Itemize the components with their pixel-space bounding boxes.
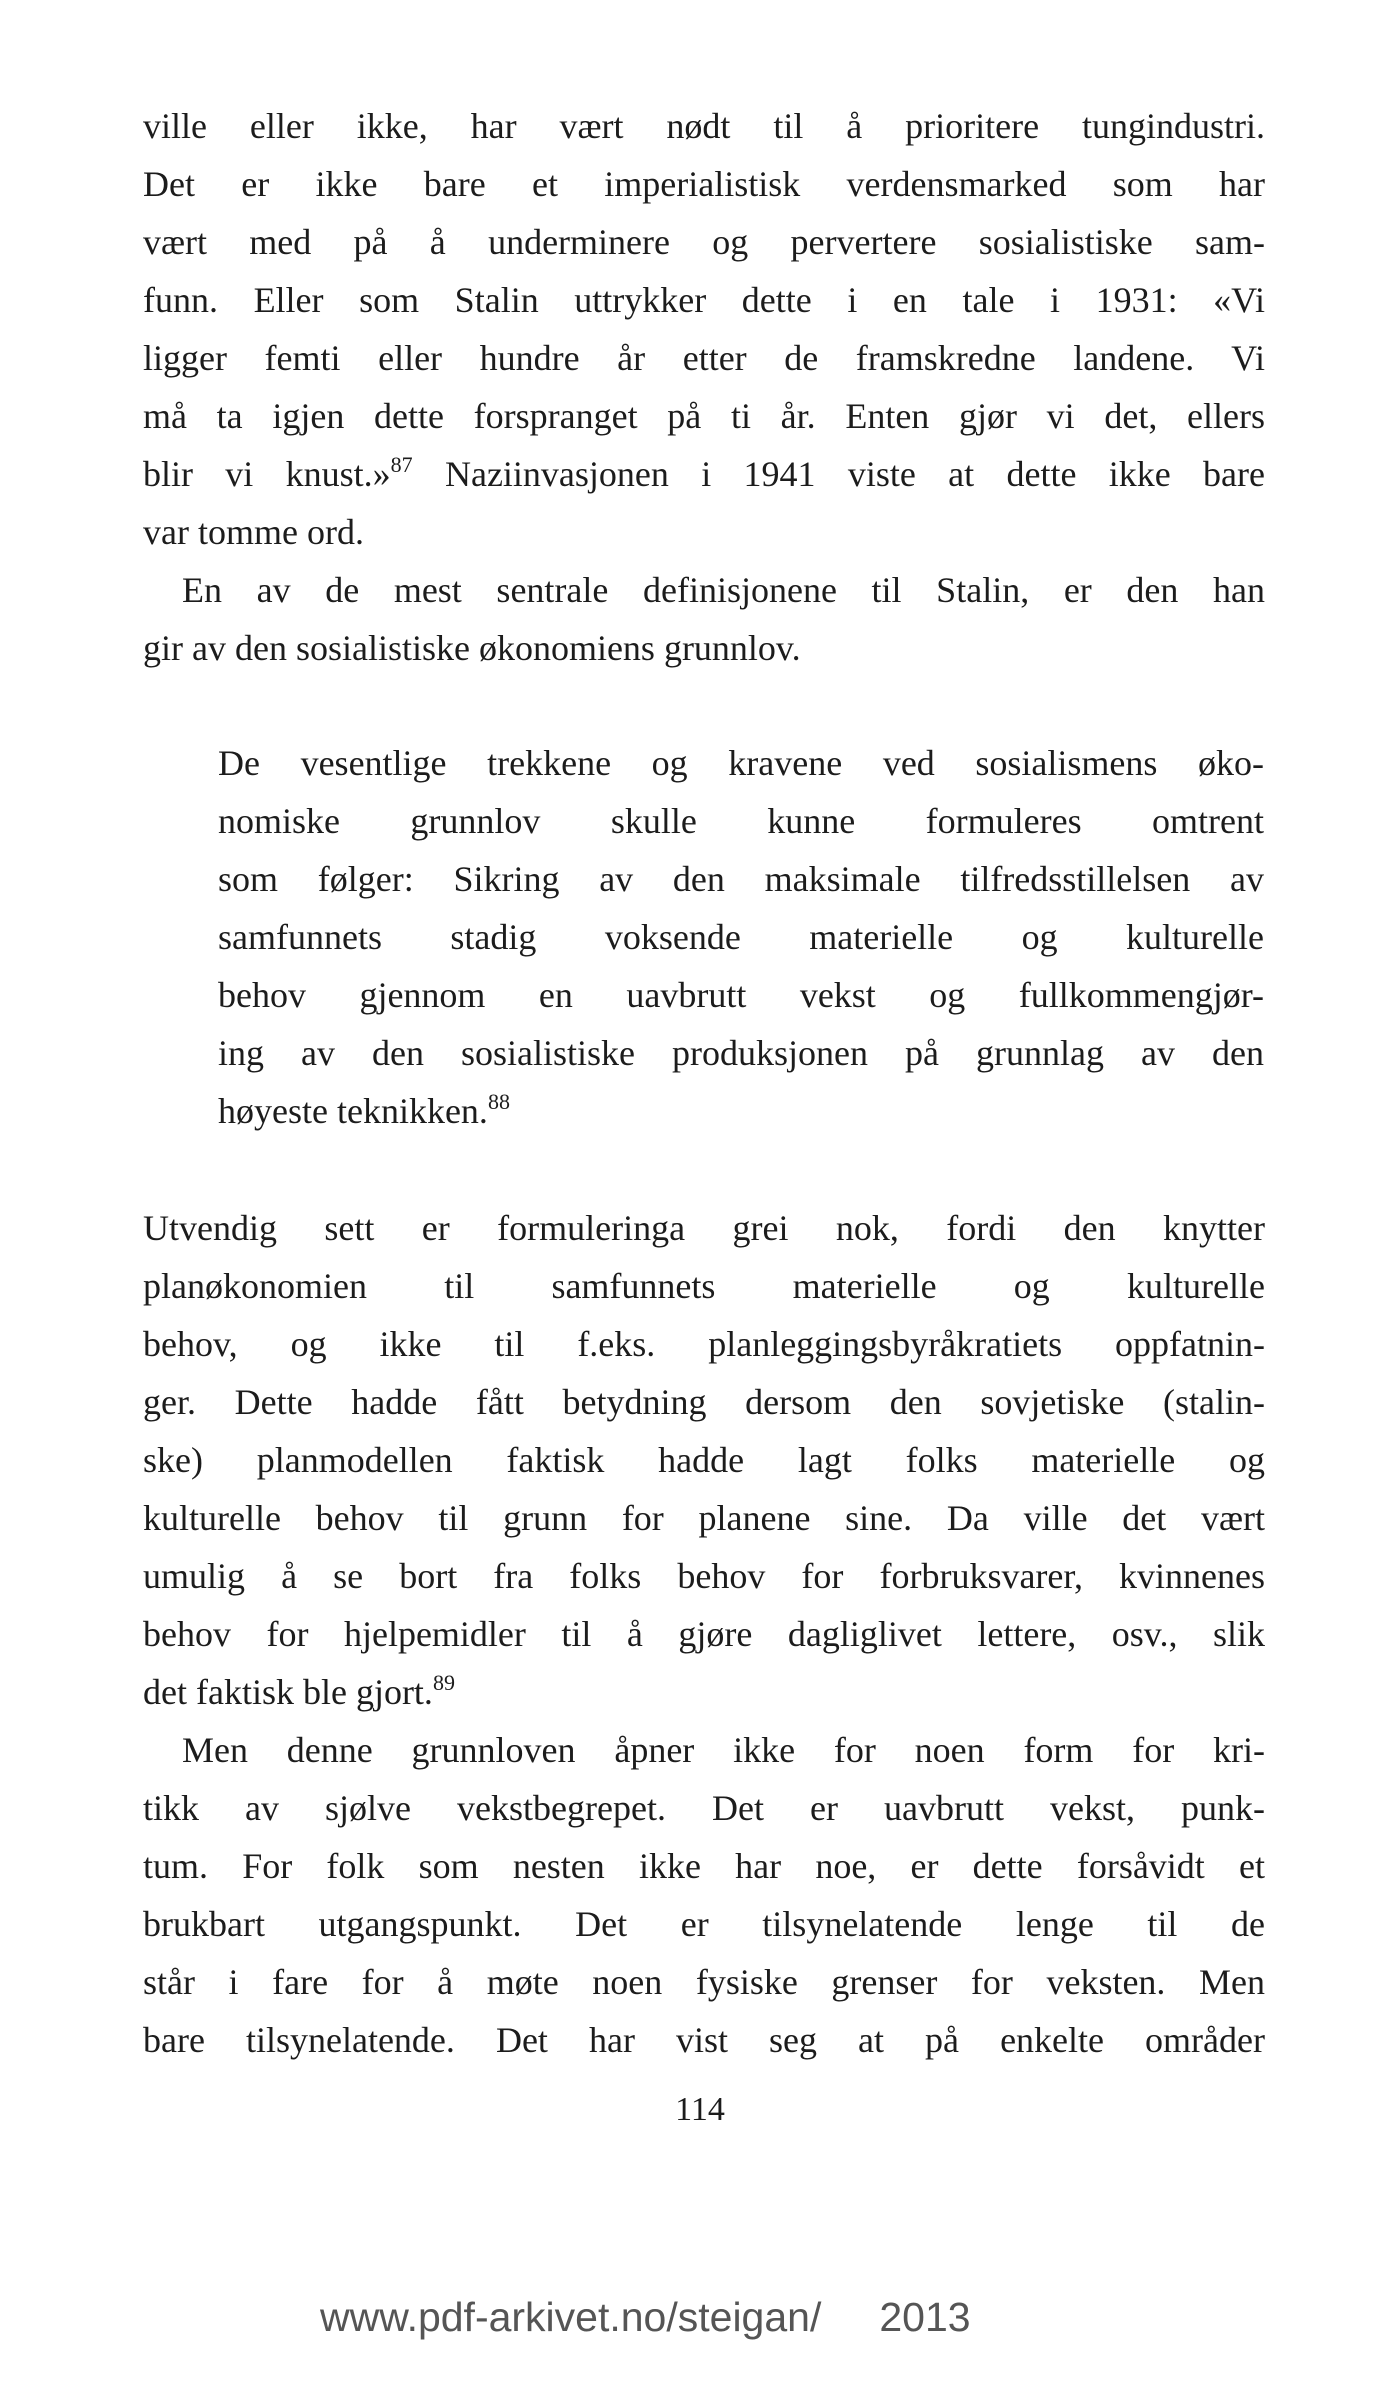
text-line: ligger femti eller hundre år etter de framskredne landene. Vi: [143, 338, 1265, 378]
quote-line: De vesentlige trekkene og kravene ved sosialismens øko-: [218, 743, 1264, 783]
text-line: ger. Dette hadde fått betydning dersom den sovjetiske (stalin-: [143, 1382, 1265, 1422]
quote-line: samfunnets stadig voksende materielle og kulturelle: [218, 917, 1264, 957]
text-line: behov, og ikke til f.eks. planleggingsbyråkratiets oppfatnin-: [143, 1324, 1265, 1364]
text-line: En av de mest sentrale definisjonene til Stalin, er den han: [182, 570, 1265, 610]
text-fragment: Naziinvasjonen i 1941 viste at dette ikke bare: [412, 454, 1265, 494]
text-line: funn. Eller som Stalin uttrykker dette i en tale i 1931: «Vi: [143, 280, 1265, 320]
text-fragment: det faktisk ble gjort.: [143, 1672, 433, 1712]
text-line: Det er ikke bare et imperialistisk verdensmarked som har: [143, 164, 1265, 204]
text-line: behov for hjelpemidler til å gjøre dagliglivet lettere, osv., slik: [143, 1614, 1265, 1654]
text-line: vært med på å underminere og pervertere sosialistiske sam-: [143, 222, 1265, 262]
text-line: var tomme ord.: [143, 512, 364, 552]
quote-line: som følger: Sikring av den maksimale tilfredsstillelsen av: [218, 859, 1264, 899]
footer-year: 2013: [879, 2294, 971, 2340]
text-line: Men denne grunnloven åpner ikke for noen form for kri-: [182, 1730, 1265, 1770]
page-number: 114: [675, 2091, 725, 2128]
text-line: ville eller ikke, har vært nødt til å prioritere tungindustri.: [143, 106, 1265, 146]
text-line: tikk av sjølve vekstbegrepet. Det er uavbrutt vekst, punk-: [143, 1788, 1265, 1828]
text-line: planøkonomien til samfunnets materielle og kulturelle: [143, 1266, 1265, 1306]
text-line: står i fare for å møte noen fysiske grenser for veksten. Men: [143, 1962, 1265, 2002]
text-line: gir av den sosialistiske økonomiens grunnlov.: [143, 628, 801, 668]
text-line: [143, 1672, 1265, 1712]
text-line: bare tilsynelatende. Det har vist seg at på enkelte områder: [143, 2020, 1265, 2060]
text-fragment: blir vi knust.»: [143, 454, 391, 494]
footnote-marker-88: 88: [487, 1089, 510, 1114]
footer-url: www.pdf-arkivet.no/steigan/: [320, 2294, 822, 2340]
footnote-marker-87: 87: [390, 452, 413, 477]
quote-line: ing av den sosialistiske produksjonen på grunnlag av den: [218, 1033, 1264, 1073]
text-line: ske) planmodellen faktisk hadde lagt folks materielle og: [143, 1440, 1265, 1480]
text-fragment: høyeste teknikken.: [218, 1091, 488, 1131]
quote-line: [218, 1091, 1264, 1131]
quote-line: nomiske grunnlov skulle kunne formuleres omtrent: [218, 801, 1264, 841]
text-line: må ta igjen dette forspranget på ti år. Enten gjør vi det, ellers: [143, 396, 1265, 436]
quote-line: behov gjennom en uavbrutt vekst og fullkommengjør-: [218, 975, 1264, 1015]
text-line: tum. For folk som nesten ikke har noe, er dette forsåvidt et: [143, 1846, 1265, 1886]
footnote-marker-89: 89: [432, 1670, 455, 1695]
footer-watermark: [320, 2293, 971, 2341]
text-line: kulturelle behov til grunn for planene sine. Da ville det vært: [143, 1498, 1265, 1538]
text-line: [143, 454, 1265, 494]
text-line: umulig å se bort fra folks behov for forbruksvarer, kvinnenes: [143, 1556, 1265, 1596]
text-line: Utvendig sett er formuleringa grei nok, fordi den knytter: [143, 1208, 1265, 1248]
text-line: brukbart utgangspunkt. Det er tilsynelatende lenge til de: [143, 1904, 1265, 1944]
